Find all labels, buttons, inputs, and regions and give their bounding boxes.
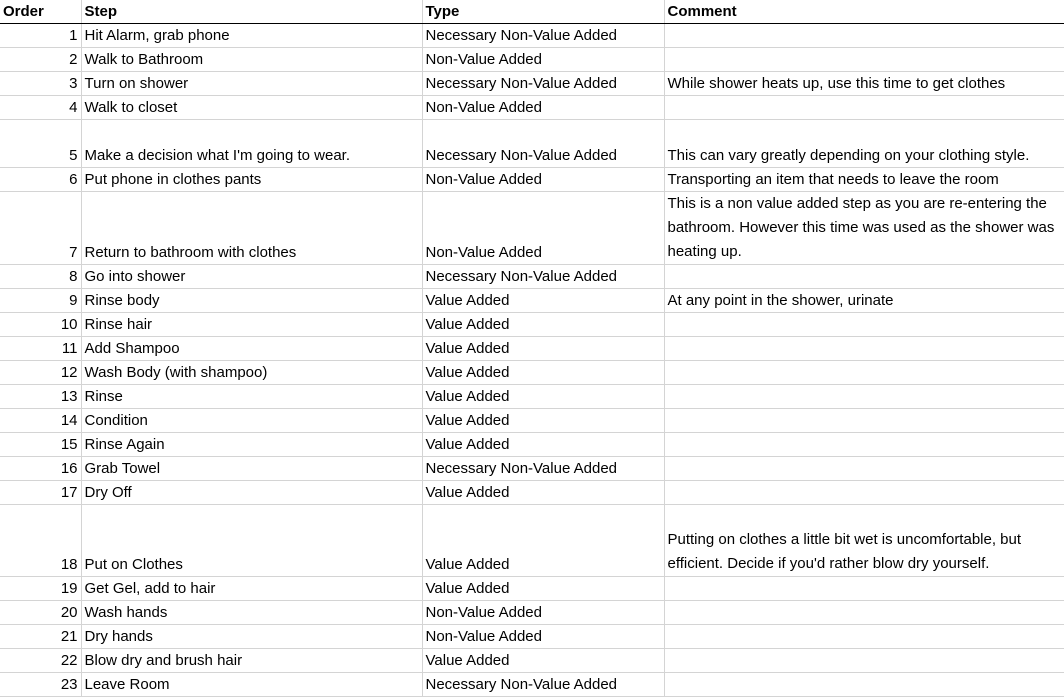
- step-cell[interactable]: Walk to Bathroom: [81, 48, 422, 72]
- table-row: [0, 289, 1064, 313]
- type-cell[interactable]: Value Added: [422, 481, 664, 505]
- comment-cell[interactable]: [664, 385, 1064, 409]
- order-cell[interactable]: 21: [0, 625, 81, 649]
- step-cell[interactable]: Rinse: [81, 385, 422, 409]
- header-type[interactable]: Type: [422, 0, 664, 24]
- table-row: [0, 168, 1064, 192]
- header-comment[interactable]: Comment: [664, 0, 1064, 24]
- step-cell[interactable]: Condition: [81, 409, 422, 433]
- comment-cell[interactable]: [664, 625, 1064, 649]
- table-row: [0, 601, 1064, 625]
- order-cell[interactable]: 8: [0, 265, 81, 289]
- table-row: [0, 72, 1064, 96]
- step-cell[interactable]: Put phone in clothes pants: [81, 168, 422, 192]
- comment-cell[interactable]: While shower heats up, use this time to get clothes: [664, 72, 1064, 96]
- type-cell[interactable]: Non-Value Added: [422, 96, 664, 120]
- order-cell[interactable]: 4: [0, 96, 81, 120]
- table-row: [0, 313, 1064, 337]
- table-row: [0, 649, 1064, 673]
- table-row: [0, 625, 1064, 649]
- step-cell[interactable]: Dry Off: [81, 481, 422, 505]
- step-cell[interactable]: Add Shampoo: [81, 337, 422, 361]
- step-cell[interactable]: Put on Clothes: [81, 505, 422, 577]
- order-cell[interactable]: 3: [0, 72, 81, 96]
- order-cell[interactable]: 20: [0, 601, 81, 625]
- comment-cell[interactable]: [664, 265, 1064, 289]
- table-row: [0, 120, 1064, 168]
- comment-cell[interactable]: This can vary greatly depending on your clothing style.: [664, 120, 1064, 168]
- order-cell[interactable]: 9: [0, 289, 81, 313]
- type-cell[interactable]: Value Added: [422, 433, 664, 457]
- header-step[interactable]: Step: [81, 0, 422, 24]
- type-cell[interactable]: Necessary Non-Value Added: [422, 673, 664, 697]
- order-cell[interactable]: 5: [0, 120, 81, 168]
- type-cell[interactable]: Necessary Non-Value Added: [422, 457, 664, 481]
- order-cell[interactable]: 12: [0, 361, 81, 385]
- type-cell[interactable]: Value Added: [422, 289, 664, 313]
- comment-cell[interactable]: At any point in the shower, urinate: [664, 289, 1064, 313]
- type-cell[interactable]: Non-Value Added: [422, 601, 664, 625]
- type-cell[interactable]: Necessary Non-Value Added: [422, 120, 664, 168]
- order-cell[interactable]: 14: [0, 409, 81, 433]
- step-cell[interactable]: Go into shower: [81, 265, 422, 289]
- step-cell[interactable]: Leave Room: [81, 673, 422, 697]
- type-cell[interactable]: Necessary Non-Value Added: [422, 72, 664, 96]
- comment-cell[interactable]: [664, 601, 1064, 625]
- comment-cell[interactable]: Transporting an item that needs to leave the room: [664, 168, 1064, 192]
- order-cell[interactable]: 18: [0, 505, 81, 577]
- comment-cell[interactable]: [664, 481, 1064, 505]
- step-cell[interactable]: Rinse body: [81, 289, 422, 313]
- step-cell[interactable]: Blow dry and brush hair: [81, 649, 422, 673]
- order-cell[interactable]: 7: [0, 192, 81, 265]
- comment-cell[interactable]: [664, 433, 1064, 457]
- type-cell[interactable]: Non-Value Added: [422, 48, 664, 72]
- comment-cell[interactable]: [664, 673, 1064, 697]
- step-cell[interactable]: Grab Towel: [81, 457, 422, 481]
- order-cell[interactable]: 10: [0, 313, 81, 337]
- order-cell[interactable]: 13: [0, 385, 81, 409]
- step-cell[interactable]: Dry hands: [81, 625, 422, 649]
- comment-cell[interactable]: [664, 337, 1064, 361]
- type-cell[interactable]: Non-Value Added: [422, 168, 664, 192]
- table-row: [0, 265, 1064, 289]
- comment-cell[interactable]: [664, 48, 1064, 72]
- table-row: [0, 96, 1064, 120]
- table-row: [0, 673, 1064, 697]
- table-row: [0, 505, 1064, 577]
- order-cell[interactable]: 17: [0, 481, 81, 505]
- table-row: [0, 457, 1064, 481]
- comment-cell[interactable]: [664, 577, 1064, 601]
- header-order[interactable]: Order: [0, 0, 81, 24]
- type-cell[interactable]: Non-Value Added: [422, 625, 664, 649]
- step-cell[interactable]: Return to bathroom with clothes: [81, 192, 422, 265]
- type-cell[interactable]: Value Added: [422, 337, 664, 361]
- comment-cell[interactable]: [664, 409, 1064, 433]
- comment-cell[interactable]: Putting on clothes a little bit wet is uncomfortable, but efficient. Decide if you'd rather blow dry yourself.: [664, 505, 1064, 577]
- type-cell[interactable]: Value Added: [422, 577, 664, 601]
- step-cell[interactable]: Make a decision what I'm going to wear.: [81, 120, 422, 168]
- step-cell[interactable]: Wash hands: [81, 601, 422, 625]
- step-cell[interactable]: Walk to closet: [81, 96, 422, 120]
- type-cell[interactable]: Value Added: [422, 505, 664, 577]
- table-row: [0, 409, 1064, 433]
- step-cell[interactable]: Get Gel, add to hair: [81, 577, 422, 601]
- comment-cell[interactable]: This is a non value added step as you are re-entering the bathroom. However this time was used as the shower was heating up.: [664, 192, 1064, 265]
- order-cell[interactable]: 2: [0, 48, 81, 72]
- table-row: [0, 48, 1064, 72]
- step-cell[interactable]: Turn on shower: [81, 72, 422, 96]
- comment-cell[interactable]: [664, 361, 1064, 385]
- type-cell[interactable]: Value Added: [422, 385, 664, 409]
- type-cell[interactable]: Necessary Non-Value Added: [422, 24, 664, 48]
- step-cell[interactable]: Rinse hair: [81, 313, 422, 337]
- table-row: [0, 385, 1064, 409]
- comment-cell[interactable]: [664, 24, 1064, 48]
- type-cell[interactable]: Value Added: [422, 313, 664, 337]
- order-cell[interactable]: 19: [0, 577, 81, 601]
- table-row: [0, 24, 1064, 48]
- order-cell[interactable]: 15: [0, 433, 81, 457]
- comment-cell[interactable]: [664, 313, 1064, 337]
- comment-cell[interactable]: [664, 649, 1064, 673]
- order-cell[interactable]: 6: [0, 168, 81, 192]
- header-row: [0, 0, 1064, 24]
- table-row: [0, 337, 1064, 361]
- order-cell[interactable]: 23: [0, 673, 81, 697]
- type-cell[interactable]: Value Added: [422, 649, 664, 673]
- table-row: [0, 192, 1064, 265]
- table-row: [0, 481, 1064, 505]
- order-cell[interactable]: 1: [0, 24, 81, 48]
- step-cell[interactable]: Hit Alarm, grab phone: [81, 24, 422, 48]
- type-cell[interactable]: Non-Value Added: [422, 192, 664, 265]
- table-row: [0, 433, 1064, 457]
- order-cell[interactable]: 16: [0, 457, 81, 481]
- type-cell[interactable]: Value Added: [422, 361, 664, 385]
- type-cell[interactable]: Value Added: [422, 409, 664, 433]
- comment-cell[interactable]: [664, 457, 1064, 481]
- step-cell[interactable]: Wash Body (with shampoo): [81, 361, 422, 385]
- step-cell[interactable]: Rinse Again: [81, 433, 422, 457]
- order-cell[interactable]: 22: [0, 649, 81, 673]
- table-row: [0, 577, 1064, 601]
- table-row: [0, 361, 1064, 385]
- type-cell[interactable]: Necessary Non-Value Added: [422, 265, 664, 289]
- comment-cell[interactable]: [664, 96, 1064, 120]
- order-cell[interactable]: 11: [0, 337, 81, 361]
